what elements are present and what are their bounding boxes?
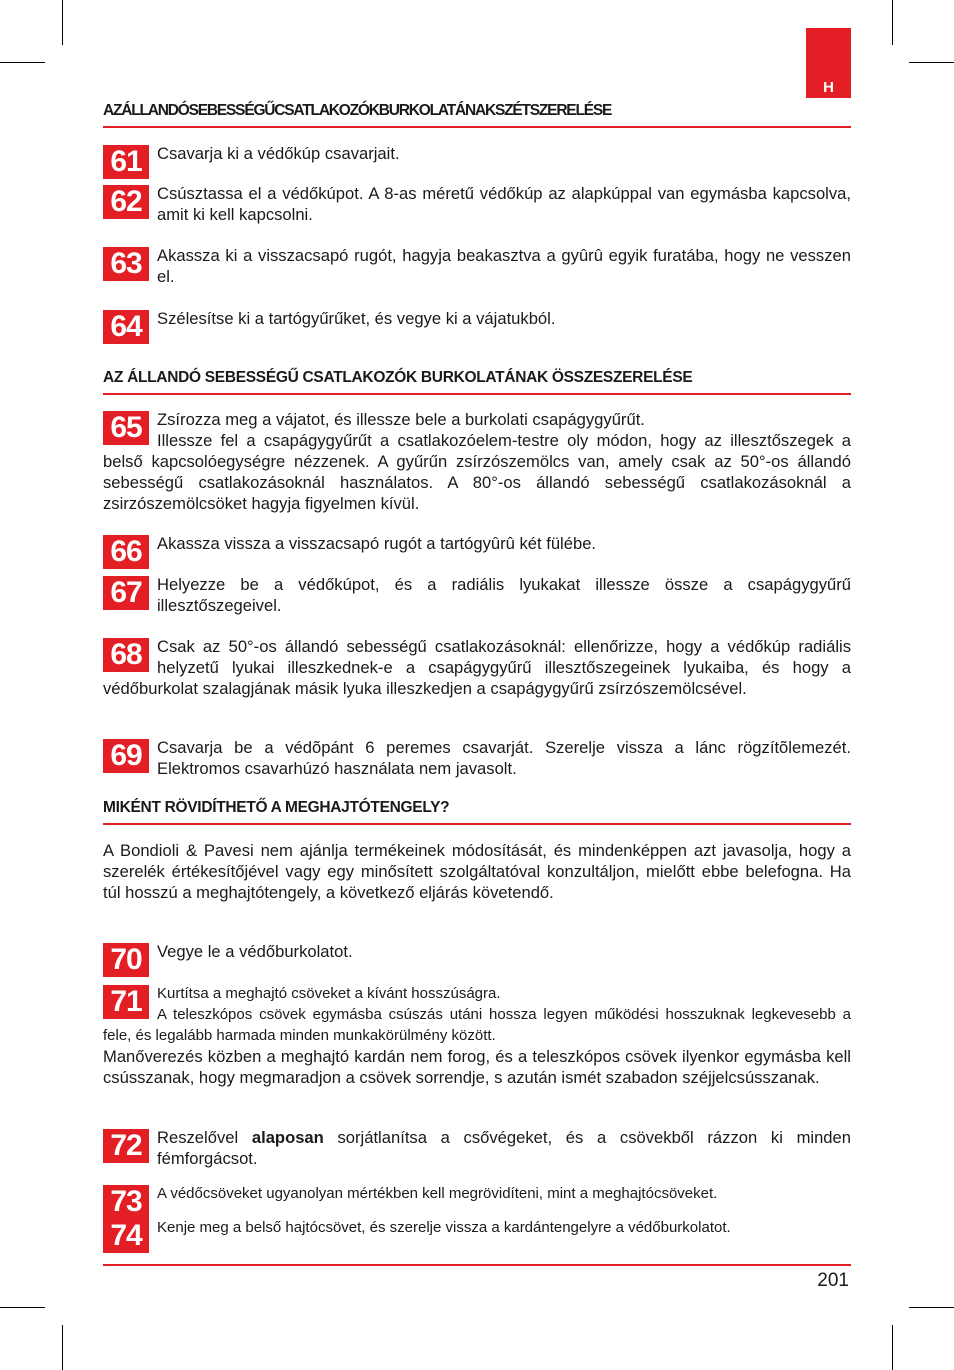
language-tab: H [806,28,851,98]
section-heading-shortening: MIKÉNT RÖVIDÍTHETŐ A MEGHAJTÓTENGELY? [103,799,851,825]
step-number: 61 [103,145,149,179]
step-text: Csavarja ki a védőkúp csavarjait. [157,144,400,163]
crop-mark [892,1325,893,1370]
step-number: 64 [103,310,149,344]
page-number: 201 [817,1270,849,1291]
step-text: Zsírozza meg a vájatot, és illessze bele a burkolati csapágygyűrűt. [157,410,645,429]
step-text: Csavarja be a védõpánt 6 peremes csavarját. Szerelje vissza a lánc rögzítõlemezét. Elektromos csavarhúzó használata nem javasolt. [157,738,851,778]
step-70 [103,941,851,979]
step-66 [103,533,851,571]
step-69 [103,737,851,779]
step-text: Manőverezés közben a meghajtó kardán nem forog, és a teleszkópos csövek ilyenkor egymásba kell csússzanak, hogy megmaradjon a csövek sorrendje, s azután ismét szabadon széjjelcsússzanak. [103,1047,851,1087]
crop-mark [909,1307,954,1308]
step-text: Akassza vissza a visszacsapó rugót a tartógyûrû két fülébe. [157,534,597,553]
crop-mark [892,0,893,45]
crop-mark [0,62,45,63]
crop-mark [62,0,63,45]
section-heading-disassembly: AZÁLLANDÓSEBESSÉGŰCSATLAKOZÓKBURKOLATÁNAKSZÉTSZERELÉSE [103,102,851,128]
step-number: 68 [103,638,149,672]
step-text: Illessze fel a csapágygyűrűt a csatlakozóelem-testre oly módon, hogy az illesztőszegek a belső kapcsolóegységre nézzenek. A gyűrűn zsírzószemölcs van, amely csak az 50°-os állandó sebességű csatlakozásoknál használatos. A 80°-os állandó sebességű csatlakozásoknál a zsirzószemölcsöket hagyja figyelmen kívül. [103,431,851,513]
step-text: sorjátlanítsa a csővégeket, és a csövekből rázzon ki minden fémforgácsot. [157,1128,851,1168]
step-number: 70 [103,943,149,977]
step-63 [103,245,851,287]
step-65 [103,409,851,514]
step-text: Vegye le a védőburkolatot. [157,942,353,961]
step-text: Kenje meg a belső hajtócsövet, és szerelje vissza a kardántengelyre a védőburkolatot. [157,1219,731,1236]
step-72 [103,1127,851,1169]
intro-paragraph: A Bondioli & Pavesi nem ajánlja termékeinek módosítását, és mindenképpen azt javasolja, hogy a szerelék értékesítőjével vagy egy minősített szolgáltatóval konzultáljon, mielőtt ebbe belefogna. Ha túl hosszú a meghajtótengely, a következő eljárás követendő. [103,841,851,902]
step-text: A teleszkópos csövek egymásba csúszás utáni hossza legyen működési hosszuknak legkevesebb a fele, és legalább harmada minden munkakörülmény között. [103,1006,851,1044]
step-62 [103,183,851,225]
step-number: 71 [103,985,149,1019]
step-text: Csak az 50°-os állandó sebességű csatlakozásoknál: ellenőrizze, hogy a védőkúp radiális helyzetű lyukai illeszkednek-e a csapágygyűrű illesztőszegeinek lyukaiba, és hogy a védőburkolat szalagjának másik lyuka illeszkedjen a csapágygyűrű zsírzószemölcsével. [103,637,851,698]
step-text: Reszelővel [157,1128,252,1147]
step-text: Akassza ki a visszacsapó rugót, hagyja beakasztva a gyûrû egyik furatába, hogy ne vesszen el. [157,246,851,286]
step-text: A védőcsöveket ugyanolyan mértékben kell megrövidíteni, mint a meghajtócsöveket. [157,1185,718,1202]
step-number: 69 [103,739,149,773]
step-text: Helyezze be a védőkúpot, és a radiális lyukakat illessze össze a csapágygyűrű illesztőszegeivel. [157,575,851,615]
step-text: Szélesítse ki a tartógyűrűket, és vegye ki a vájatukból. [157,309,556,328]
footer-rule [103,1264,851,1266]
crop-mark [909,62,954,63]
step-73 [103,1183,851,1221]
step-text-bold: alaposan [251,1128,324,1147]
step-74 [103,1217,851,1255]
step-68 [103,636,851,699]
step-text: Csúsztassa el a védőkúpot. A 8-as méretű védőkúp az alapkúppal van egymásba kapcsolva, amit ki kell kapcsolni. [157,184,851,224]
step-number: 62 [103,185,149,219]
section-heading-assembly: AZ ÁLLANDÓ SEBESSÉGŰ CSATLAKOZÓK BURKOLATÁNAK ÖSSZESZERELÉSE [103,369,851,395]
step-number: 67 [103,576,149,610]
step-number: 72 [103,1129,149,1163]
step-number: 73 [103,1185,149,1219]
step-67 [103,574,851,616]
step-number: 63 [103,247,149,281]
crop-mark [0,1307,45,1308]
step-text: Kurtítsa a meghajtó csöveket a kívánt hosszúságra. [157,985,501,1002]
step-61 [103,143,851,181]
step-number: 65 [103,411,149,445]
step-64 [103,308,851,346]
step-number: 74 [103,1219,149,1253]
step-number: 66 [103,535,149,569]
crop-mark [62,1325,63,1370]
step-71 [103,983,851,1088]
